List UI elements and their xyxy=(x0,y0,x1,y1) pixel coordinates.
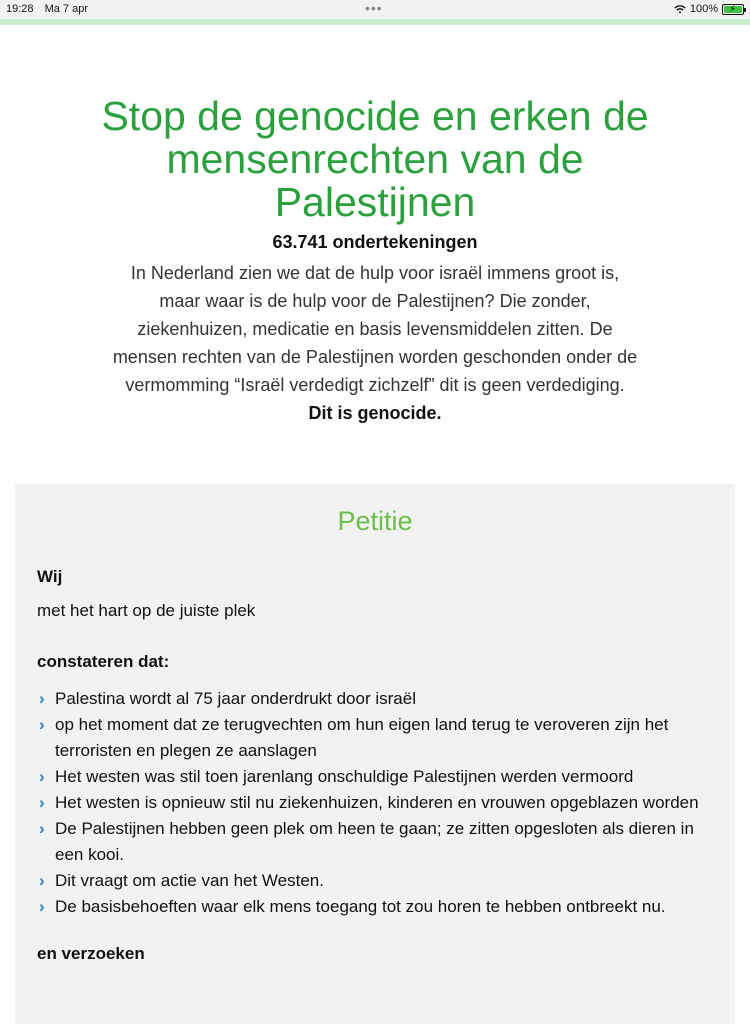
battery-icon: ⚡ xyxy=(722,4,744,15)
signature-count: 63.741 ondertekeningen xyxy=(272,232,478,252)
list-item: › Het westen was stil toen jarenlang onschuldige Palestijnen werden vermoord xyxy=(37,764,713,790)
chevron-right-icon: › xyxy=(39,689,45,708)
intro-text xyxy=(100,259,650,427)
list-item: › Dit vraagt om actie van het Westen. xyxy=(37,868,713,894)
chevron-right-icon: › xyxy=(39,871,45,890)
status-date: Ma 7 apr xyxy=(44,3,89,15)
petition-heading: Petitie xyxy=(337,506,413,536)
wifi-icon xyxy=(674,5,686,14)
page-load-bar xyxy=(0,19,750,25)
chevron-right-icon: › xyxy=(39,715,45,734)
chevron-right-icon: › xyxy=(39,793,45,812)
chevron-right-icon: › xyxy=(39,767,45,786)
multitasking-dots-icon[interactable]: ••• xyxy=(365,0,383,16)
list-item: › Het westen is opnieuw stil nu ziekenhuizen, kinderen en vrouwen opgeblazen worden xyxy=(37,790,713,816)
chevron-right-icon: › xyxy=(39,819,45,838)
intro-emphasis: Dit is genocide. xyxy=(308,403,442,423)
observe-label: constateren dat: xyxy=(37,652,170,671)
intro-body: In Nederland zien we dat de hulp voor israël immens groot is, maar waar is de hulp voor de Palestijnen? Die zonder, ziekenhuizen, medicatie en basis levensmiddelen zitten. De mensen rechten van de Palestijnen worden geschonden onder de vermomming “Israël verdedigt zichzelf” dit is geen verdediging. xyxy=(112,263,638,395)
request-label: en verzoeken xyxy=(37,944,145,963)
list-item: › Palestina wordt al 75 jaar onderdrukt door israël xyxy=(37,686,713,712)
we-text: met het hart op de juiste plek xyxy=(37,601,256,620)
list-item: › De basisbehoeften waar elk mens toegang tot zou horen te hebben ontbreekt nu. xyxy=(37,894,713,920)
we-label: Wij xyxy=(37,567,63,586)
chevron-right-icon: › xyxy=(39,897,45,916)
page-title: Stop de genocide en erken de mensenrechten van de Palestijnen xyxy=(101,93,649,225)
status-right xyxy=(674,3,744,15)
battery-percent: 100% xyxy=(689,3,718,15)
status-time: 19:28 xyxy=(6,3,34,15)
hero-section xyxy=(100,95,650,427)
status-bar xyxy=(0,0,750,19)
petition-panel xyxy=(15,484,735,1024)
status-left xyxy=(6,3,88,15)
observation-list xyxy=(37,686,713,920)
list-item: › De Palestijnen hebben geen plek om heen te gaan; ze zitten opgesloten als dieren in een kooi. xyxy=(37,816,713,868)
list-item: › op het moment dat ze terugvechten om hun eigen land terug te veroveren zijn het terroristen en plegen ze aanslagen xyxy=(37,712,713,764)
